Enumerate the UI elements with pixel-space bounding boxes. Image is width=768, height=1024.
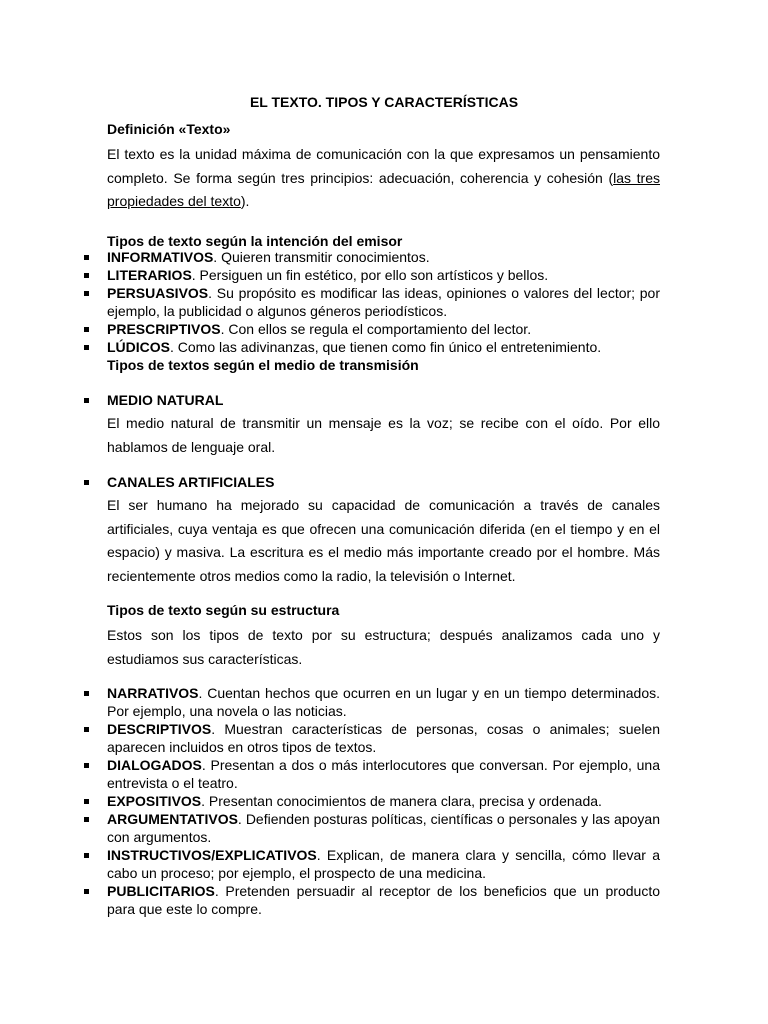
list-item-desc: . Pretenden persuadir al receptor de los beneficios que un producto para que este lo compre.	[107, 883, 660, 917]
canales-artificiales-title: CANALES ARTIFICIALES	[107, 474, 275, 490]
bullet-icon	[84, 398, 89, 403]
list-item	[80, 248, 660, 266]
list-item-desc: . Muestran características de personas, cosas o animales; suelen aparecen incluidos en otros tipos de textos.	[107, 721, 660, 755]
list-item-term: PUBLICITARIOS	[107, 883, 215, 899]
bullet-icon	[84, 727, 89, 732]
list-item	[80, 810, 660, 846]
bullet-icon	[84, 889, 89, 894]
list-item-term: ARGUMENTATIVOS	[107, 811, 238, 827]
list-item-term: INFORMATIVOS	[107, 249, 214, 265]
definition-text-end: ).	[240, 193, 250, 209]
bullet-icon	[84, 255, 89, 260]
bullet-icon	[84, 817, 89, 822]
medio-natural-section	[80, 391, 660, 459]
page-title: EL TEXTO. TIPOS Y CARACTERÍSTICAS	[249, 94, 519, 110]
definition-paragraph	[107, 143, 660, 214]
list-item-desc: . Persiguen un fin estético, por ello son artísticos y bellos.	[191, 267, 549, 283]
list-item-term: DIALOGADOS	[107, 757, 202, 773]
bullet-icon	[84, 480, 89, 485]
medio-natural-title-row	[80, 391, 660, 409]
definition-heading: Definición «Texto»	[107, 121, 231, 137]
list-item	[80, 756, 660, 792]
bullet-icon	[84, 327, 89, 332]
list-item-term: LÚDICOS	[107, 339, 170, 355]
structure-intro: Estos son los tipos de texto por su estructura; después analizamos cada uno y estudiamos sus características.	[107, 627, 660, 667]
structure-list	[80, 684, 660, 918]
list-item-desc: . Explican, de manera clara y sencilla, cómo llevar a cabo un proceso; por ejemplo, el prospecto de una medicina.	[107, 847, 660, 881]
canales-artificiales-title-row	[80, 473, 660, 491]
list-item-term: PRESCRIPTIVOS	[107, 321, 221, 337]
bullet-icon	[84, 763, 89, 768]
list-item-desc: . Como las adivinanzas, que tienen como fin único el entretenimiento.	[170, 339, 602, 355]
intention-heading: Tipos de texto según la intención del emisor	[107, 233, 403, 249]
list-item	[80, 266, 660, 284]
list-item-desc: . Defienden posturas políticas, científicas o personales y las apoyan con argumentos.	[107, 811, 660, 845]
medium-heading: Tipos de textos según el medio de transmisión	[107, 357, 419, 373]
medio-natural-title: MEDIO NATURAL	[107, 392, 224, 408]
intention-list	[80, 248, 660, 356]
bullet-icon	[84, 799, 89, 804]
canales-artificiales-section	[80, 473, 660, 588]
list-item-term: NARRATIVOS	[107, 685, 199, 701]
list-item-term: LITERARIOS	[107, 267, 192, 283]
list-item	[80, 792, 660, 810]
list-item	[80, 320, 660, 338]
list-item	[80, 882, 660, 918]
structure-heading: Tipos de texto según su estructura	[107, 602, 340, 618]
structure-section	[107, 601, 660, 671]
list-item-term: PERSUASIVOS	[107, 285, 209, 301]
bullet-icon	[84, 345, 89, 350]
canales-artificiales-text: El ser humano ha mejorado su capacidad de comunicación a través de canales artificiales, cuya ventaja es que ofrecen una comunicación diferida (en el tiempo y en el espacio) y masiva. La escritura es el medio más importante creado por el hombre. Más recientemente otros medios como la radio, la televisión o Internet.	[107, 497, 660, 584]
bullet-icon	[84, 273, 89, 278]
list-item-term: DESCRIPTIVOS	[107, 721, 212, 737]
medio-natural-text: El medio natural de transmitir un mensaje es la voz; se recibe con el oído. Por ello hablamos de lenguaje oral.	[107, 415, 660, 455]
bullet-icon	[84, 291, 89, 296]
list-item-desc: . Con ellos se regula el comportamiento del lector.	[220, 321, 532, 337]
list-item	[80, 684, 660, 720]
list-item-desc: . Presentan conocimientos de manera clara, precisa y ordenada.	[201, 793, 602, 809]
list-item	[80, 720, 660, 756]
list-item	[80, 338, 660, 356]
list-item-term: INSTRUCTIVOS/EXPLICATIVOS	[107, 847, 317, 863]
properties-link[interactable]: las tres propiedades del texto	[107, 169, 660, 209]
bullet-icon	[84, 853, 89, 858]
definition-text: El texto es la unidad máxima de comunicación con la que expresamos un pensamiento completo. Se forma según tres principios: adecuación, coherencia y cohesión (	[107, 146, 660, 186]
list-item-desc: . Cuentan hechos que ocurren en un lugar y en un tiempo determinados. Por ejemplo, una novela o las noticias.	[107, 685, 660, 719]
bullet-icon	[84, 691, 89, 696]
list-item	[80, 284, 660, 320]
list-item-desc: . Quieren transmitir conocimientos.	[213, 249, 430, 265]
list-item-desc: . Su propósito es modificar las ideas, opiniones o valores del lector; por ejemplo, la publicidad o algunos géneros periodísticos.	[107, 285, 660, 319]
list-item-desc: . Presentan a dos o más interlocutores que conversan. Por ejemplo, una entrevista o el teatro.	[107, 757, 660, 791]
list-item-term: EXPOSITIVOS	[107, 793, 202, 809]
list-item	[80, 846, 660, 882]
definition-section	[107, 120, 660, 214]
